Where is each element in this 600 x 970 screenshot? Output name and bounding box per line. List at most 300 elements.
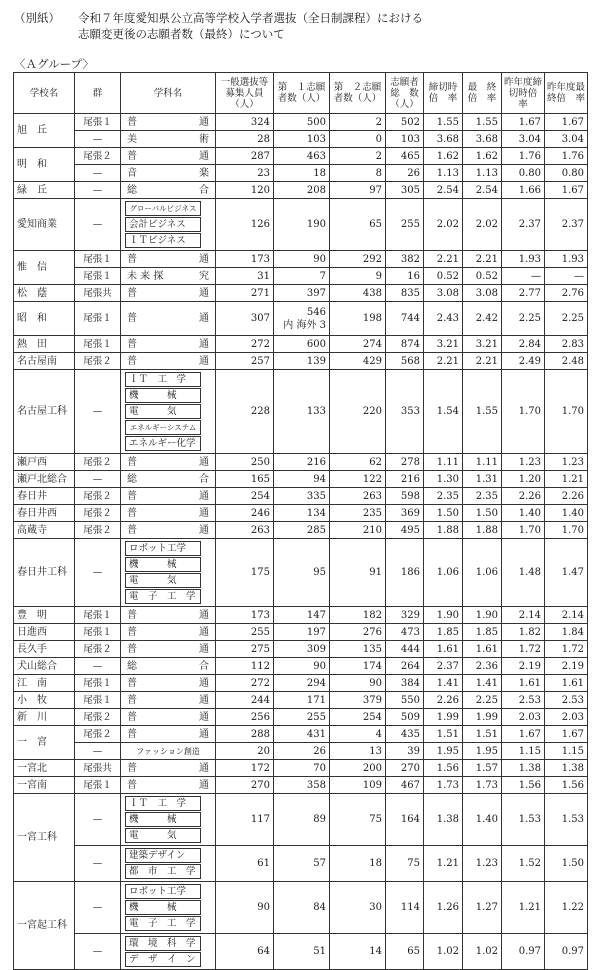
prev-final-value: 1.15 <box>545 743 588 760</box>
capacity-value: 173 <box>216 251 274 268</box>
total-value: 382 <box>386 251 424 268</box>
course-cell <box>121 539 216 607</box>
course-char: 楽 <box>199 167 209 179</box>
total-value: 255 <box>386 199 424 251</box>
first-choice-value: 57 <box>274 846 330 882</box>
course-char: 普 <box>127 643 137 655</box>
course-char: 通 <box>199 694 209 706</box>
final-ratio-value: 1.50 <box>463 505 502 522</box>
prev-final-value: 1.67 <box>545 182 588 199</box>
first-choice-value: 51 <box>274 934 330 970</box>
deadline-ratio-value: 1.95 <box>424 743 463 760</box>
second-choice-value: 13 <box>330 743 386 760</box>
course-char: 普 <box>127 626 137 638</box>
prev-deadline-value: 1.70 <box>502 370 545 454</box>
course-sub-item: ロボット工学 <box>125 541 201 556</box>
course-cell <box>121 165 216 182</box>
prev-deadline-value: 2.19 <box>502 658 545 675</box>
first-choice-value: 255 <box>274 709 330 726</box>
second-choice-value: 200 <box>330 760 386 777</box>
col-total: 志願者総 数（人） <box>386 73 424 114</box>
prev-deadline-value: 1.21 <box>502 882 545 934</box>
final-ratio-value: 1.06 <box>463 539 502 607</box>
course-cell <box>121 268 216 285</box>
second-choice-value: 62 <box>330 454 386 471</box>
first-choice-value: 147 <box>274 607 330 624</box>
capacity-value: 165 <box>216 471 274 488</box>
second-choice-value: 254 <box>330 709 386 726</box>
table-row <box>14 760 588 777</box>
prev-deadline-value: 2.49 <box>502 353 545 370</box>
total-value: 16 <box>386 268 424 285</box>
prev-deadline-value: 1.40 <box>502 505 545 522</box>
prev-final-value: 2.37 <box>545 199 588 251</box>
course-cell <box>121 846 216 882</box>
school-name: 高蔵寺 <box>14 522 75 539</box>
capacity-value: 271 <box>216 285 274 302</box>
group-cell: 尾張１ <box>75 692 121 709</box>
prev-deadline-value: 1.48 <box>502 539 545 607</box>
prev-final-value: 1.70 <box>545 522 588 539</box>
course-name <box>121 269 215 284</box>
course-sub-item: ＩＴ 工 学 <box>125 796 201 811</box>
course-char: 普 <box>127 728 137 740</box>
deadline-ratio-value: 1.85 <box>424 624 463 641</box>
group-cell: 尾張２ <box>75 454 121 471</box>
course-sub-item: 機 械 <box>125 812 201 827</box>
course-name <box>121 676 215 691</box>
course-char: 普 <box>127 762 137 774</box>
total-value: 270 <box>386 760 424 777</box>
table-row <box>14 285 588 302</box>
total-value: 369 <box>386 505 424 522</box>
course-char: 合 <box>199 660 209 672</box>
final-ratio-value: 1.27 <box>463 882 502 934</box>
course-char: 未 来 探 <box>127 270 164 282</box>
course-cell <box>121 148 216 165</box>
prev-deadline-value: 1.82 <box>502 624 545 641</box>
deadline-ratio-value: 1.06 <box>424 539 463 607</box>
school-name: 一宮南 <box>14 777 75 794</box>
course-char: 通 <box>199 524 209 536</box>
course-cell <box>121 709 216 726</box>
deadline-ratio-value: 1.13 <box>424 165 463 182</box>
table-header-row <box>14 73 588 114</box>
course-cell <box>121 777 216 794</box>
total-value: 39 <box>386 743 424 760</box>
second-choice-value: 90 <box>330 675 386 692</box>
table-row <box>14 641 588 658</box>
first-choice-value: 94 <box>274 471 330 488</box>
school-name: 犬山総合 <box>14 658 75 675</box>
course-sub-item: 建築デザイン <box>125 848 201 863</box>
course-cell <box>121 199 216 251</box>
prev-final-value: 1.50 <box>545 846 588 882</box>
school-name: 新 川 <box>14 709 75 726</box>
group-cell: 尾張２ <box>75 148 121 165</box>
table-row <box>14 777 588 794</box>
course-cell <box>121 624 216 641</box>
table-row <box>14 488 588 505</box>
deadline-ratio-value: 2.54 <box>424 182 463 199</box>
school-name: 惟 信 <box>14 251 75 285</box>
col-first-choice: 第 １志願者数（人） <box>274 73 330 114</box>
group-cell: — <box>75 131 121 148</box>
prev-deadline-value: 1.66 <box>502 182 545 199</box>
attachment-note: （別紙） <box>14 11 60 25</box>
course-cell <box>121 675 216 692</box>
table-row <box>14 114 588 131</box>
course-sub-list <box>121 882 215 933</box>
group-cell: 尾張共 <box>75 285 121 302</box>
group-cell: 尾張１ <box>75 336 121 353</box>
second-choice-value: 379 <box>330 692 386 709</box>
group-cell: — <box>75 199 121 251</box>
course-char: 通 <box>199 313 209 324</box>
final-ratio-value: 1.95 <box>463 743 502 760</box>
table-row <box>14 131 588 148</box>
total-value: 329 <box>386 607 424 624</box>
prev-deadline-value: 2.03 <box>502 709 545 726</box>
course-char: 術 <box>199 133 209 145</box>
total-value: 444 <box>386 641 424 658</box>
school-name: 一宮起工科 <box>14 882 75 970</box>
final-ratio-value: 0.52 <box>463 268 502 285</box>
prev-final-value: 2.25 <box>545 302 588 336</box>
prev-final-value: 1.61 <box>545 675 588 692</box>
course-char: 普 <box>127 524 137 536</box>
prev-final-value: 1.53 <box>545 794 588 846</box>
second-choice-value: 210 <box>330 522 386 539</box>
course-char: 通 <box>199 355 209 367</box>
total-value: 384 <box>386 675 424 692</box>
course-name <box>121 286 215 301</box>
deadline-ratio-value: 3.08 <box>424 285 463 302</box>
course-char: 通 <box>199 609 209 621</box>
first-choice-value: 294 <box>274 675 330 692</box>
col-final-ratio: 最 終倍 率 <box>463 73 502 114</box>
course-sub-list <box>121 370 215 453</box>
course-cell <box>121 607 216 624</box>
total-value: 305 <box>386 182 424 199</box>
prev-final-value: 1.67 <box>545 726 588 743</box>
course-cell <box>121 726 216 743</box>
group-cell: 尾張２ <box>75 726 121 743</box>
group-cell: — <box>75 658 121 675</box>
total-value: 467 <box>386 777 424 794</box>
course-name <box>121 337 215 352</box>
school-name: 江 南 <box>14 675 75 692</box>
group-cell: — <box>75 882 121 934</box>
deadline-ratio-value: 1.62 <box>424 148 463 165</box>
course-name <box>121 761 215 776</box>
title-line-1: 令和７年度愛知県公立高等学校入学者選抜（全日制課程）における <box>78 11 423 25</box>
course-name <box>121 710 215 725</box>
course-name <box>121 132 215 147</box>
second-choice-value: 135 <box>330 641 386 658</box>
table-row <box>14 370 588 454</box>
first-choice-value: 600 <box>274 336 330 353</box>
deadline-ratio-value: 3.21 <box>424 336 463 353</box>
prev-final-value: 0.97 <box>545 934 588 970</box>
prev-deadline-value: 1.67 <box>502 726 545 743</box>
table-row <box>14 709 588 726</box>
course-cell <box>121 760 216 777</box>
deadline-ratio-value: 1.41 <box>424 675 463 692</box>
school-name: 長久手 <box>14 641 75 658</box>
deadline-ratio-value: 2.37 <box>424 658 463 675</box>
second-choice-value: 174 <box>330 658 386 675</box>
capacity-value: 257 <box>216 353 274 370</box>
final-ratio-value: 1.40 <box>463 794 502 846</box>
group-cell: 尾張１ <box>75 777 121 794</box>
course-char: 通 <box>199 762 209 774</box>
school-name: 瀬戸北総合 <box>14 471 75 488</box>
total-value: 465 <box>386 148 424 165</box>
prev-deadline-value: — <box>502 268 545 285</box>
first-choice-value: 358 <box>274 777 330 794</box>
course-char: 普 <box>127 456 137 468</box>
capacity-value: 31 <box>216 268 274 285</box>
course-char: 通 <box>199 728 209 740</box>
course-cell <box>121 251 216 268</box>
second-choice-value: 97 <box>330 182 386 199</box>
school-name: 日進西 <box>14 624 75 641</box>
final-ratio-value: 2.35 <box>463 488 502 505</box>
course-cell <box>121 182 216 199</box>
course-cell <box>121 336 216 353</box>
course-char: 通 <box>199 253 209 265</box>
prev-final-value: 1.21 <box>545 471 588 488</box>
total-value: 473 <box>386 624 424 641</box>
course-name <box>121 744 215 759</box>
course-cell <box>121 353 216 370</box>
school-name: 松 蔭 <box>14 285 75 302</box>
course-char: 総 <box>127 473 137 485</box>
course-char: 美 <box>127 133 137 145</box>
deadline-ratio-value: 1.38 <box>424 794 463 846</box>
capacity-value: 28 <box>216 131 274 148</box>
course-char: 通 <box>199 150 209 162</box>
capacity-value: 126 <box>216 199 274 251</box>
first-choice-value: 95 <box>274 539 330 607</box>
first-choice-value: 208 <box>274 182 330 199</box>
second-choice-value: 122 <box>330 471 386 488</box>
course-name <box>121 149 215 164</box>
course-name <box>121 354 215 369</box>
total-value: 495 <box>386 522 424 539</box>
course-cell <box>121 471 216 488</box>
group-cell: — <box>75 471 121 488</box>
final-ratio-value: 3.21 <box>463 336 502 353</box>
first-choice-value: 84 <box>274 882 330 934</box>
first-choice-value: 26 <box>274 743 330 760</box>
table-row <box>14 148 588 165</box>
prev-final-value: 2.48 <box>545 353 588 370</box>
total-value: 114 <box>386 882 424 934</box>
course-cell <box>121 488 216 505</box>
total-value: 550 <box>386 692 424 709</box>
prev-deadline-value: 1.76 <box>502 148 545 165</box>
group-cell: — <box>75 182 121 199</box>
col-prev-deadline: 昨年度締切時倍 率 <box>502 73 545 114</box>
first-choice-value: 309 <box>274 641 330 658</box>
capacity-value: 256 <box>216 709 274 726</box>
final-ratio-value: 2.36 <box>463 658 502 675</box>
capacity-value: 175 <box>216 539 274 607</box>
prev-deadline-value: 1.56 <box>502 777 545 794</box>
total-value: 502 <box>386 114 424 131</box>
first-choice-value: 70 <box>274 760 330 777</box>
group-cell: — <box>75 165 121 182</box>
course-char: 普 <box>127 116 137 128</box>
second-choice-value: 182 <box>330 607 386 624</box>
final-ratio-value: 1.31 <box>463 471 502 488</box>
school-name: 熱 田 <box>14 336 75 353</box>
course-char: 通 <box>199 507 209 519</box>
course-sub-item: 環 境 科 学 <box>125 936 201 951</box>
school-name: 名古屋工科 <box>14 370 75 454</box>
second-choice-value: 65 <box>330 199 386 251</box>
school-name: 名古屋南 <box>14 353 75 370</box>
course-char: 普 <box>127 253 137 265</box>
group-cell: 尾張２ <box>75 709 121 726</box>
course-sub-list <box>121 539 215 606</box>
course-sub-item: 機 械 <box>125 900 201 915</box>
course-char: ファッション創造 <box>136 746 200 756</box>
course-cell <box>121 794 216 846</box>
course-sub-list <box>121 794 215 845</box>
course-sub-item: 電 子 工 学 <box>125 916 201 931</box>
final-ratio-value: 1.85 <box>463 624 502 641</box>
group-cell: — <box>75 370 121 454</box>
group-cell: 尾張２ <box>75 641 121 658</box>
capacity-value: 173 <box>216 607 274 624</box>
deadline-ratio-value: 1.61 <box>424 641 463 658</box>
group-cell: 尾張２ <box>75 522 121 539</box>
course-name <box>121 489 215 504</box>
course-sub-item: 会計ビジネス <box>125 217 201 232</box>
course-char: 通 <box>199 677 209 689</box>
course-name <box>121 693 215 708</box>
school-name: 豊 明 <box>14 607 75 624</box>
total-value: 835 <box>386 285 424 302</box>
total-value: 435 <box>386 726 424 743</box>
course-sub-list <box>121 846 215 881</box>
prev-deadline-value: 2.77 <box>502 285 545 302</box>
course-char: 通 <box>199 626 209 638</box>
course-cell <box>121 454 216 471</box>
total-value: 216 <box>386 471 424 488</box>
group-cell: 尾張２ <box>75 505 121 522</box>
first-choice-value: 90 <box>274 658 330 675</box>
course-sub-item: 機 械 <box>125 388 201 403</box>
school-name: 一宮工科 <box>14 794 75 882</box>
deadline-ratio-value: 2.26 <box>424 692 463 709</box>
course-char: 普 <box>127 150 137 162</box>
total-value: 264 <box>386 658 424 675</box>
school-name: 愛知商業 <box>14 199 75 251</box>
course-name <box>121 311 215 326</box>
course-char: 普 <box>127 711 137 723</box>
first-choice-value: 335 <box>274 488 330 505</box>
course-cell <box>121 114 216 131</box>
course-char: 通 <box>199 779 209 791</box>
capacity-value: 246 <box>216 505 274 522</box>
capacity-value: 275 <box>216 641 274 658</box>
prev-deadline-value: 1.52 <box>502 846 545 882</box>
first-choice-value: 216 <box>274 454 330 471</box>
second-choice-value: 18 <box>330 846 386 882</box>
total-value: 164 <box>386 794 424 846</box>
second-choice-value: 2 <box>330 114 386 131</box>
total-value: 103 <box>386 131 424 148</box>
school-name: 緑 丘 <box>14 182 75 199</box>
course-char: 合 <box>199 184 209 196</box>
table-row <box>14 692 588 709</box>
prev-final-value: 1.70 <box>545 370 588 454</box>
capacity-value: 255 <box>216 624 274 641</box>
prev-deadline-value: 3.04 <box>502 131 545 148</box>
table-row <box>14 624 588 641</box>
table-row <box>14 607 588 624</box>
group-label: 〈Ａグループ〉 <box>14 57 94 71</box>
prev-final-value: 1.22 <box>545 882 588 934</box>
prev-deadline-value: 1.53 <box>502 794 545 846</box>
final-ratio-value: 1.41 <box>463 675 502 692</box>
course-name <box>121 642 215 657</box>
course-name <box>121 523 215 538</box>
table-row <box>14 794 588 846</box>
prev-final-value: 2.19 <box>545 658 588 675</box>
course-sub-item: エネルギー化学 <box>125 436 201 451</box>
course-sub-item: 機 械 <box>125 557 201 572</box>
second-choice-value: 276 <box>330 624 386 641</box>
second-choice-value: 14 <box>330 934 386 970</box>
school-name: 明 和 <box>14 148 75 182</box>
prev-final-value: 2.76 <box>545 285 588 302</box>
table-row <box>14 302 588 336</box>
prev-final-value: 1.47 <box>545 539 588 607</box>
table-row <box>14 675 588 692</box>
second-choice-value: 263 <box>330 488 386 505</box>
course-char: 通 <box>199 338 209 350</box>
course-sub-list <box>121 199 215 250</box>
final-ratio-value: 1.51 <box>463 726 502 743</box>
group-cell: 尾張１ <box>75 302 121 336</box>
course-cell <box>121 522 216 539</box>
deadline-ratio-value: 1.21 <box>424 846 463 882</box>
course-name <box>121 659 215 674</box>
first-choice-value: 190 <box>274 199 330 251</box>
course-cell <box>121 934 216 970</box>
prev-deadline-value: 2.25 <box>502 302 545 336</box>
deadline-ratio-value: 1.56 <box>424 760 463 777</box>
second-choice-value: 9 <box>330 268 386 285</box>
prev-final-value: 1.67 <box>545 114 588 131</box>
final-ratio-value: 1.90 <box>463 607 502 624</box>
capacity-value: 120 <box>216 182 274 199</box>
first-choice-value: 197 <box>274 624 330 641</box>
first-choice-value: 139 <box>274 353 330 370</box>
prev-deadline-value: 1.15 <box>502 743 545 760</box>
final-ratio-value: 1.55 <box>463 114 502 131</box>
applicant-table <box>13 72 595 970</box>
second-choice-value: 235 <box>330 505 386 522</box>
course-char: 普 <box>127 507 137 519</box>
capacity-value: 244 <box>216 692 274 709</box>
capacity-value: 250 <box>216 454 274 471</box>
